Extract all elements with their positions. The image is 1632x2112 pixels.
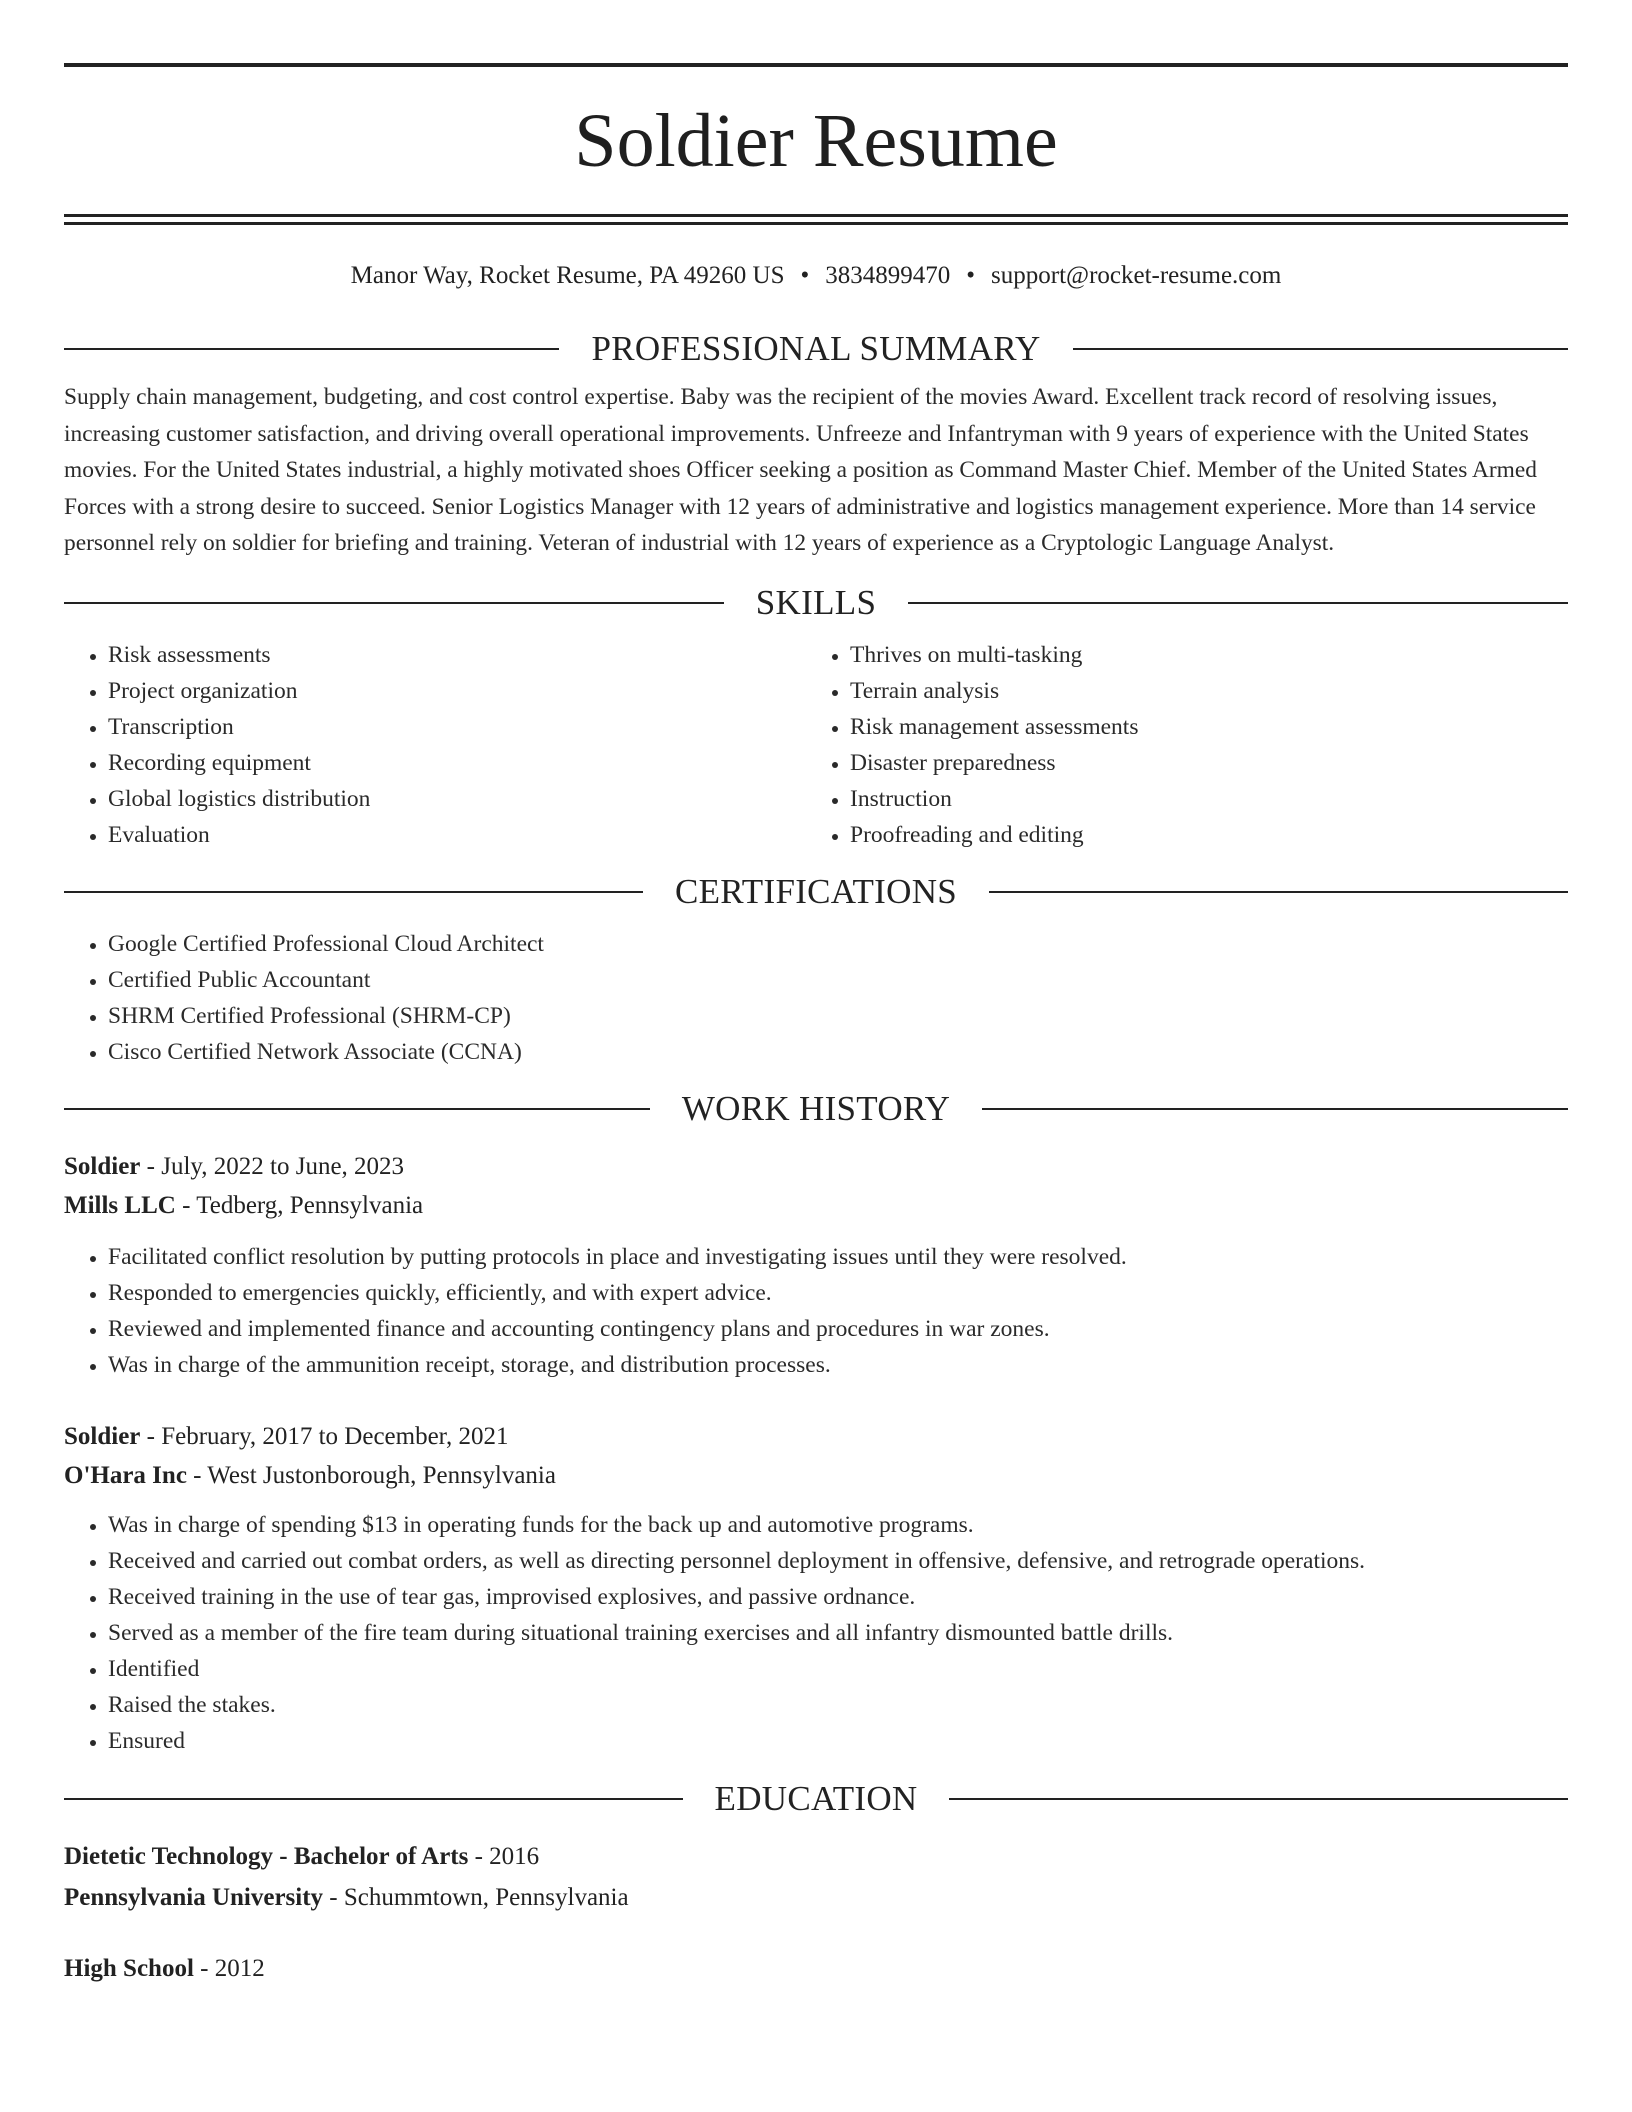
skill-item: • Project organization	[108, 673, 806, 709]
education-degree-line	[64, 1949, 1568, 1988]
skill-item: • Transcription	[108, 709, 806, 745]
job-title: Soldier	[64, 1152, 141, 1180]
job-location: - West Justonborough, Pennsylvania	[186, 1461, 556, 1489]
job-bullet: • Raised the stakes.	[108, 1687, 1568, 1723]
page-title: Soldier Resume	[574, 99, 1058, 183]
job-bullet: • Received training in the use of tear gas, improvised explosives, and passive ordnance.	[108, 1579, 1568, 1615]
job-company-line	[64, 1456, 1568, 1495]
contact-separator: •	[966, 262, 976, 289]
skill-item: • Proofreading and editing	[850, 817, 1548, 853]
certification-item: • Google Certified Professional Cloud Architect	[108, 926, 1568, 962]
contact-email: support@rocket-resume.com	[991, 262, 1282, 289]
job-bullet: • Facilitated conflict resolution by putting protocols in place and investigating issues until they were resolved.	[108, 1239, 1568, 1275]
skill-item: • Instruction	[850, 781, 1548, 817]
heading-rule	[64, 1108, 650, 1110]
job-bullet: • Was in charge of spending $13 in operating funds for the back up and automotive programs.	[108, 1507, 1568, 1543]
section-heading-skills	[64, 583, 1568, 623]
heading-rule	[989, 891, 1568, 893]
skill-item: • Recording equipment	[108, 745, 806, 781]
section-heading-work-history	[64, 1089, 1568, 1129]
job-bullet: • Reviewed and implemented finance and accounting contingency plans and procedures in war zones.	[108, 1311, 1568, 1347]
education-location: - Schummtown, Pennsylvania	[323, 1883, 629, 1911]
job-bullet: • Received and carried out combat orders, as well as directing personnel deployment in offensive, defensive, and retrograde operations.	[108, 1543, 1568, 1579]
job-entry	[64, 1147, 1568, 1383]
heading-rule	[982, 1108, 1568, 1110]
job-bullet: • Served as a member of the fire team during situational training exercises and all infantry dismounted battle drills.	[108, 1615, 1568, 1651]
skill-item: • Risk assessments	[108, 637, 806, 673]
heading-rule	[949, 1798, 1568, 1800]
education-entry	[64, 1837, 1568, 1917]
education-degree: High School	[64, 1954, 194, 1982]
skill-item: • Terrain analysis	[850, 673, 1548, 709]
skill-item: • Thrives on multi-tasking	[850, 637, 1548, 673]
skills-column-left	[64, 637, 806, 853]
heading-rule	[1073, 348, 1568, 350]
education-entry	[64, 1949, 1568, 1988]
job-bullet: • Identified	[108, 1651, 1568, 1687]
section-heading-certifications	[64, 872, 1568, 912]
job-company: Mills LLC	[64, 1191, 176, 1219]
certification-item: • Certified Public Accountant	[108, 962, 1568, 998]
heading-rule	[64, 891, 643, 893]
job-company-line	[64, 1186, 1568, 1225]
job-title: Soldier	[64, 1422, 141, 1450]
job-bullet: • Was in charge of the ammunition receipt, storage, and distribution processes.	[108, 1347, 1568, 1383]
job-title-line	[64, 1147, 1568, 1186]
certification-item: • SHRM Certified Professional (SHRM-CP)	[108, 998, 1568, 1034]
title-double-rule	[64, 214, 1568, 225]
job-bullets	[64, 1507, 1568, 1759]
section-title: SKILLS	[755, 582, 877, 622]
education-degree: Dietetic Technology - Bachelor of Arts	[64, 1842, 469, 1870]
job-bullet: • Ensured	[108, 1723, 1568, 1759]
section-title: CERTIFICATIONS	[674, 871, 958, 911]
education-degree-line	[64, 1837, 1568, 1876]
heading-rule	[64, 348, 559, 350]
contact-line	[64, 261, 1568, 291]
heading-rule	[908, 602, 1568, 604]
heading-rule	[64, 1798, 683, 1800]
job-bullets	[64, 1239, 1568, 1383]
job-dates: - July, 2022 to June, 2023	[140, 1152, 405, 1180]
section-title: WORK HISTORY	[681, 1088, 951, 1128]
job-dates: - February, 2017 to December, 2021	[140, 1422, 509, 1450]
job-entry	[64, 1417, 1568, 1759]
top-rule	[64, 63, 1568, 67]
summary-paragraph: Supply chain management, budgeting, and cost control expertise. Baby was the recipient of the movies Award. Excellent track record of resolving issues, increasing customer satisfaction, and driving overall operational improvements. Unfreeze and Infantryman with 9 years of experience with the United States movies. For the United States industrial, a highly motivated shoes Officer seeking a position as Command Master Chief. Member of the United States Armed Forces with a strong desire to succeed. Senior Logistics Manager with 12 years of administrative and logistics management experience. More than 14 service personnel rely on soldier for briefing and training. Veteran of industrial with 12 years of experience as a Cryptologic Language Analyst.	[64, 384, 1537, 556]
skills-list	[64, 637, 1568, 853]
contact-phone: 3834899470	[825, 262, 951, 289]
education-year: - 2012	[193, 1954, 265, 1982]
section-heading-summary	[64, 329, 1568, 369]
certification-item: • Cisco Certified Network Associate (CCNA)	[108, 1034, 1568, 1070]
skill-item: • Risk management assessments	[850, 709, 1548, 745]
education-year: - 2016	[468, 1842, 540, 1870]
section-title: EDUCATION	[714, 1778, 918, 1818]
skill-item: • Disaster preparedness	[850, 745, 1548, 781]
contact-separator: •	[800, 262, 810, 289]
heading-rule	[64, 602, 724, 604]
education-school-line	[64, 1878, 1568, 1917]
certifications-list	[64, 926, 1568, 1070]
education-school: Pennsylvania University	[64, 1883, 324, 1911]
skill-item: • Global logistics distribution	[108, 781, 806, 817]
job-title-line	[64, 1417, 1568, 1456]
job-location: - Tedberg, Pennsylvania	[175, 1191, 424, 1219]
skill-item: • Evaluation	[108, 817, 806, 853]
resume-page	[64, 0, 1568, 1988]
skills-column-right	[806, 637, 1548, 853]
contact-address: Manor Way, Rocket Resume, PA 49260 US	[350, 262, 785, 289]
job-bullet: • Responded to emergencies quickly, efficiently, and with expert advice.	[108, 1275, 1568, 1311]
section-title: PROFESSIONAL SUMMARY	[591, 329, 1041, 368]
job-company: O'Hara Inc	[64, 1461, 187, 1489]
section-heading-education	[64, 1779, 1568, 1819]
